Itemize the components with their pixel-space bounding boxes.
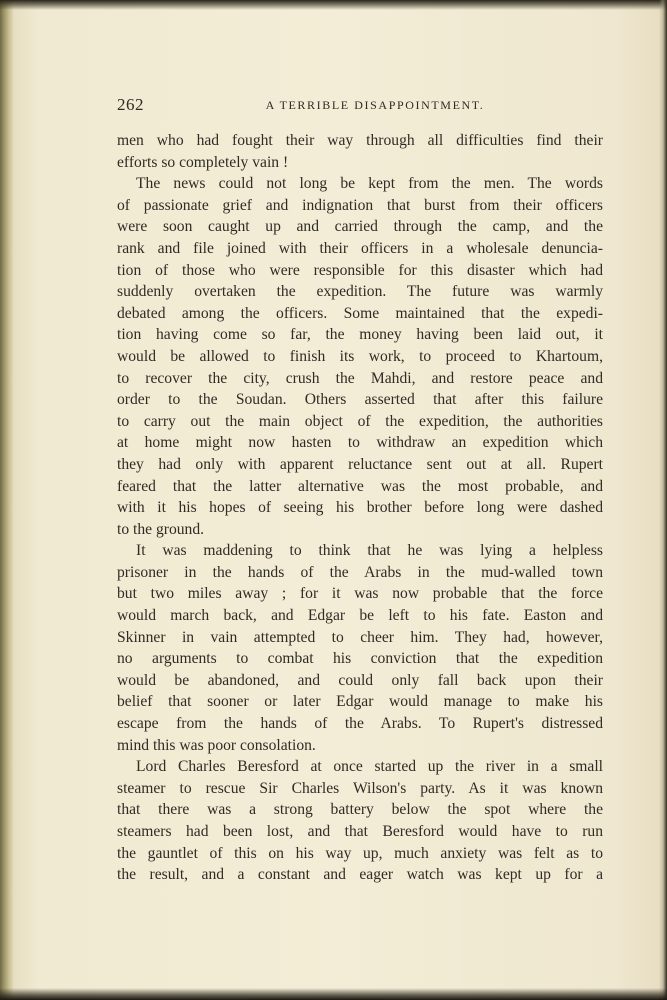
text-line: at home might now hasten to withdraw an expedition which	[117, 434, 603, 452]
text-line: would march back, and Edgar be left to his fate. Easton and	[117, 607, 603, 625]
text-line: would be abandoned, and could only fall back upon their	[117, 671, 603, 689]
text-line: the gauntlet of this on his way up, much anxiety was felt as to	[117, 844, 603, 862]
text-line: debated among the officers. Some maintained that the expedi-	[117, 304, 603, 322]
text-line: tion having come so far, the money having been laid out, it	[117, 326, 603, 344]
page-binding-edge	[0, 0, 14, 1000]
text-line: would be allowed to finish its work, to proceed to Khartoum,	[117, 347, 603, 365]
text-line: that there was a strong battery below the spot where the	[117, 801, 603, 819]
text-line: order to the Soudan. Others asserted that after this failure	[117, 391, 603, 409]
text-line: were soon caught up and carried through the camp, and the	[117, 218, 603, 236]
text-line: of passionate grief and indignation that burst from their officers	[117, 196, 603, 214]
text-line: suddenly overtaken the expedition. The future was warmly	[117, 283, 603, 301]
bottom-edge-shadow	[0, 988, 667, 1000]
text-line: to recover the city, crush the Mahdi, and restore peace and	[117, 369, 603, 387]
running-title: A TERRIBLE DISAPPOINTMENT.	[265, 98, 485, 112]
text-line: rank and file joined with their officers in a wholesale denuncia-	[117, 239, 603, 257]
top-edge-shadow	[0, 0, 667, 10]
right-edge-shadow	[659, 0, 667, 1000]
text-line: belief that sooner or later Edgar would manage to make his	[117, 693, 603, 711]
text-line: Skinner in vain attempted to cheer him. They had, however,	[117, 628, 603, 646]
text-line: with it his hopes of seeing his brother before long were dashed	[117, 499, 603, 517]
text-line: steamers had been lost, and that Beresford would have to run	[117, 823, 603, 840]
text-line: Lord Charles Beresford at once started up the river in a small	[136, 758, 603, 776]
text-line: feared that the latter alternative was the most probable, and	[117, 477, 603, 495]
body-text	[117, 130, 603, 886]
text-line: the result, and a constant and eager watch was kept up for a	[117, 866, 603, 884]
text-line: tion of those who were responsible for this disaster which had	[117, 261, 603, 279]
text-line: they had only with apparent reluctance sent out at all. Rupert	[117, 455, 603, 473]
text-line: mind this was poor consolation.	[117, 736, 316, 754]
text-line: no arguments to combat his conviction that the expedition	[117, 650, 603, 668]
text-line: to carry out the main object of the expedition, the authorities	[117, 412, 603, 430]
text-line: escape from the hands of the Arabs. To Rupert's distressed	[117, 715, 603, 733]
page-number: 262	[117, 95, 144, 114]
text-line: efforts so completely vain !	[117, 153, 289, 171]
text-line: The news could not long be kept from the men. The words	[136, 175, 603, 193]
text-line: It was maddening to think that he was lying a helpless	[136, 542, 603, 560]
text-line: but two miles away ; for it was now probable that the force	[117, 585, 603, 603]
text-line: to the ground.	[117, 520, 205, 538]
text-line: men who had fought their way through all difficulties find their	[117, 132, 603, 149]
running-head	[117, 92, 603, 118]
text-line: steamer to rescue Sir Charles Wilson's party. As it was known	[117, 779, 603, 797]
text-line: prisoner in the hands of the Arabs in the mud-walled town	[117, 563, 603, 581]
